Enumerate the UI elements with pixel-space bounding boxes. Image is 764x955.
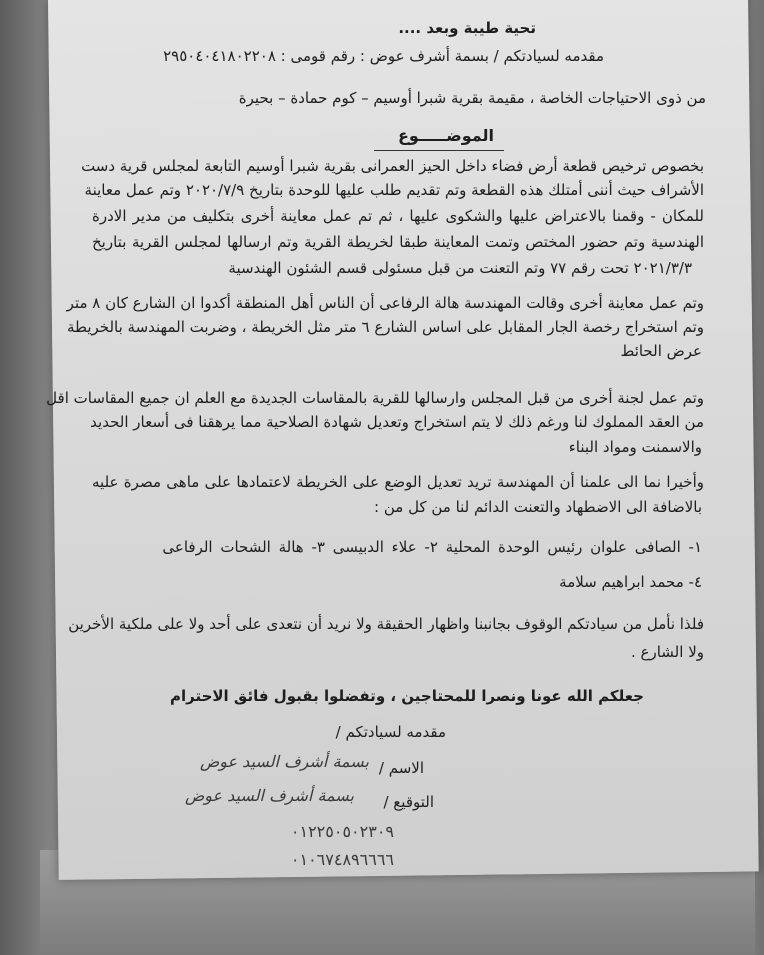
phone1 bbox=[291, 822, 394, 841]
greeting: تحية طيبة وبعد .... bbox=[398, 19, 536, 37]
name-label: الاسم / bbox=[378, 759, 424, 777]
paragraph2-line2: وتم استخراج رخصة الجار المقابل على اساس الشارع ٦ متر مثل الخريطة ، وضربت المهندسة بالخريطة bbox=[66, 318, 704, 336]
paragraph1-line1: بخصوص ترخيص قطعة أرض فضاء داخل الحيز العمرانى بقرية شبرا أوسيم التابعة لمجلس قرية دست bbox=[81, 157, 704, 175]
paragraph1-line4: الهندسية وتم حضور المختص وتمت المعاينة طبقا لخريطة القرية وتم ارسالها لمجلس القرية بتاريخ bbox=[92, 233, 704, 251]
subject-underline bbox=[374, 150, 504, 151]
submitted-by: مقدمه لسيادتكم / bbox=[335, 723, 446, 741]
phone1-number: ٠١٢٢٥٠٥٠٢٣٠٩ bbox=[290, 822, 394, 841]
residence-line: من ذوى الاحتياجات الخاصة ، مقيمة بقرية شبرا أوسيم – كوم حمادة – بحيرة bbox=[238, 89, 706, 107]
paragraph1-line5: ٢٠٢١/٣/٣ تحت رقم ٧٧ وتم التعنت من قبل مسئولى قسم الشئون الهندسية bbox=[228, 259, 692, 277]
paragraph1-line3: للمكان - وقمنا بالاعتراض عليها والشكوى عليها ، ثم تم عمل معاينة أخرى بتكليف من مدير الادرة bbox=[92, 207, 704, 225]
paragraph2-line1: وتم عمل معاينة أخرى وقالت المهندسة هالة الرفاعى أن الناس أهل المنطقة أكدوا ان الشارع كان ٨ متر bbox=[66, 294, 704, 312]
persons-row2: ٤- محمد ابراهيم سلامة bbox=[559, 573, 702, 591]
persons-row1: ١- الصافى علوان رئيس الوحدة المحلية ٢- علاء الدبيسى ٣- هالة الشحات الرفاعى bbox=[162, 538, 702, 556]
closing-line: جعلكم الله عونا ونصرا للمحتاجين ، وتفضلوا بقبول فائق الاحترام bbox=[169, 687, 644, 705]
paragraph4-line1: وأخيرا نما الى علمنا أن المهندسة تريد تعديل الوضع على الخريطة لاعتمادها على ماهى مصرة عليه bbox=[92, 473, 704, 491]
phone2 bbox=[291, 850, 394, 869]
request-line2: ولا الشارع . bbox=[631, 643, 704, 661]
paragraph3-line3: والاسمنت ومواد البناء bbox=[568, 438, 702, 456]
paragraph1-line2: الأشراف حيث أننى أمتلك هذه القطعة وتم تقديم طلب عليها للوحدة بتاريخ ٢٠٢٠/٧/٩ وتم عمل معاينة bbox=[84, 181, 704, 199]
submitter-line: مقدمه لسيادتكم / بسمة أشرف عوض : رقم قومى : ٢٩٥٠٤٠٤١٨٠٢٢٠٨ bbox=[163, 47, 604, 65]
paragraph4-line2: بالاضافة الى الاضطهاد والتعنت الدائم لنا من كل من : bbox=[374, 498, 702, 516]
paragraph3-line2: من العقد المملوك لنا ورغم ذلك لا يتم استخراج وتعديل شهادة الصلاحية مما يرهقنا فى أسعار الحديد bbox=[90, 413, 704, 431]
paragraph2-line3: عرض الحائط bbox=[620, 342, 702, 360]
name-handwritten: بسمة أشرف السيد عوض bbox=[199, 752, 369, 771]
signature-label: التوقيع / bbox=[383, 793, 434, 811]
request-line1: فلذا نأمل من سيادتكم الوقوف بجانبنا واظهار الحقيقة ولا نريد أن نتعدى على أحد ولا على ملكية الأخرين bbox=[68, 615, 704, 633]
phone2-number: ٠١٠٦٧٤٨٩٦٦٦٦ bbox=[290, 850, 394, 869]
paragraph3-line1: وتم عمل لجنة أخرى من قبل المجلس وارسالها للقرية بالمقاسات الجديدة مع العلم ان جميع المقاسات اقل bbox=[46, 389, 704, 407]
subject-title: الموضـــــوع bbox=[397, 126, 494, 145]
signature-handwritten: بسمة أشرف السيد عوض bbox=[184, 786, 354, 805]
